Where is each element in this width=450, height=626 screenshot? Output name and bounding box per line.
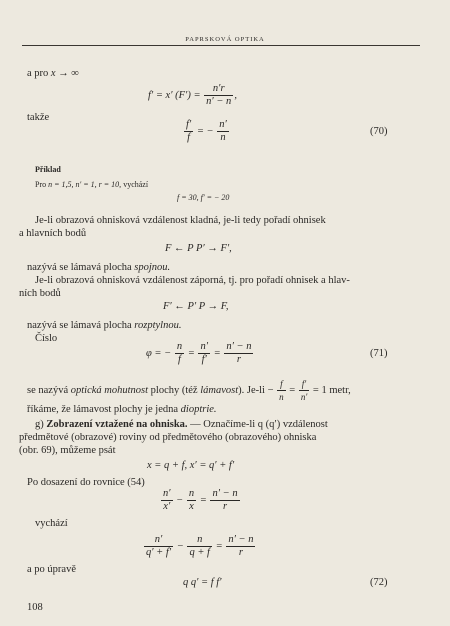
focus-order-diverging: F′ ← P′ P → F,: [163, 301, 229, 312]
paragraph-converging: Je-li obrazová ohnisková vzdálenost kladná, je-li tedy pořadí ohnisek a hlavních bodů: [19, 215, 326, 239]
equation-72: q q′ = f f′: [183, 577, 222, 588]
equation-71-label: (71): [370, 348, 388, 359]
text-cislo: Číslo: [35, 333, 58, 344]
equation-54: $\frac{n'}{x'}$ − $\frac{n}{x}$ = $\frac{n' - n}{r}$: [163, 488, 238, 512]
equation-result: $\frac{n'}{q' + f'}$ − $\frac{n}{q + f}$ = $\frac{n' - n}{r}$: [146, 534, 254, 558]
running-header: PAPRSKOVÁ OPTIKA: [185, 36, 265, 43]
equation-f-prime: f′ = x′ (F′) = $\frac{n'r}{n' - n}$ ,: [148, 83, 237, 107]
text-po-dosazeni: Po dosazení do rovnice (54): [27, 477, 145, 488]
text-optical-power: se nazývá optická mohutnost plochy (též lámavost). Je-li − $\frac{f}{n}$ = $\frac{f'}{n'}$ = 1 metr,: [27, 379, 351, 402]
focus-order-converging: F ← P P′ → F′,: [165, 243, 232, 254]
text-converging-surface: nazývá se lámavá plocha spojnou.: [27, 262, 171, 273]
example-result: f = 30, f′ = − 20: [177, 193, 230, 202]
equation-71: φ = − $\frac{n}{f}$ = $\frac{n'}{f'}$ = $\frac{n' - n}{r}$: [146, 341, 252, 365]
header-rule: [22, 45, 420, 46]
equation-substitution: x = q + f, x′ = q′ + f′: [147, 460, 235, 471]
example-heading: Příklad: [35, 165, 61, 174]
text-a-po-uprave: a po úpravě: [27, 564, 76, 575]
page-number: 108: [27, 602, 43, 613]
equation-70: $\frac{f'}{f}$ = − $\frac{n'}{n}$: [186, 119, 227, 143]
example-condition: Pro n = 1,5, n′ = 1, r = 10, vychází: [35, 180, 149, 189]
text-vychazi: vychází: [35, 518, 68, 529]
text-diverging-surface: nazývá se lámavá plocha rozptylnou.: [27, 320, 182, 331]
equation-72-label: (72): [370, 577, 388, 588]
text-a-pro: a pro x → ∞: [27, 68, 79, 79]
text-dioptrie: říkáme, že lámavost plochy je jedna dioptrie.: [27, 404, 217, 415]
equation-70-label: (70): [370, 126, 388, 137]
text-takze: takže: [27, 112, 50, 123]
paragraph-focal-imaging: g) Zobrazení vztažené na ohniska. — Označíme-li q (q′) vzdálenost předmětové (obrazové) roviny od předmětového (obrazového) ohniska (obr. 69), můžeme psát: [19, 419, 328, 456]
paragraph-diverging: Je-li obrazová ohnisková vzdálenost záporná, tj. pro pořadí ohnisek a hlav- ních bodů: [19, 275, 350, 299]
